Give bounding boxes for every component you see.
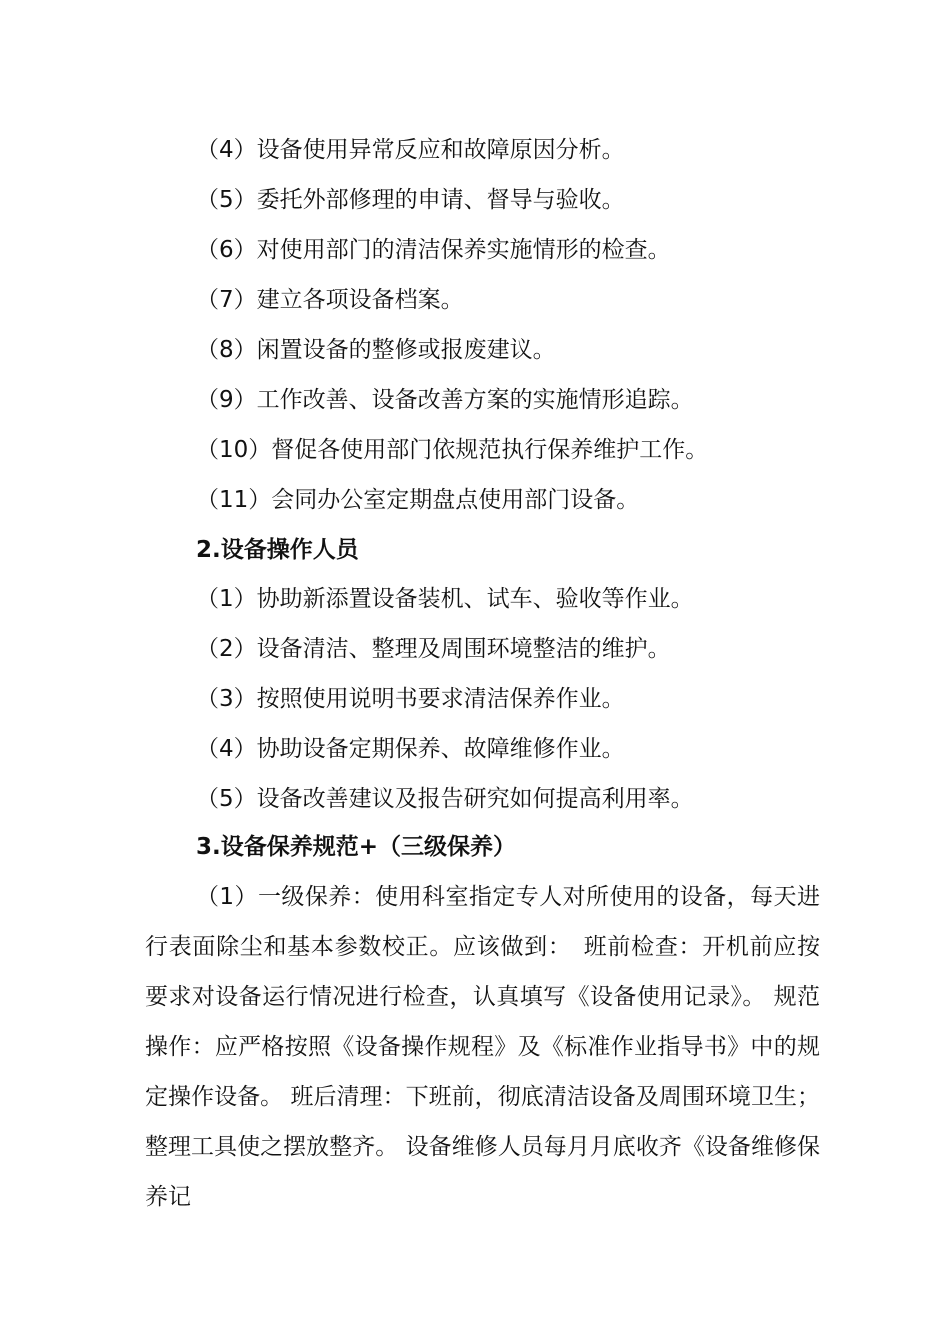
list-item: （5）设备改善建议及报告研究如何提高利用率。 bbox=[196, 786, 694, 812]
list-item: （4）设备使用异常反应和故障原因分析。 bbox=[196, 137, 625, 163]
list-item: （1）协助新添置设备装机、试车、验收等作业。 bbox=[196, 586, 694, 612]
list-item: （6）对使用部门的清洁保养实施情形的检查。 bbox=[196, 237, 671, 263]
body-paragraph: （1）一级保养：使用科室指定专人对所使用的设备，每天进行表面除尘和基本参数校正。应该做到： 班前检查：开机前应按要求对设备运行情况进行检查，认真填写《设备使用记录》。 规范操作：应严格按照《设备操作规程》及《标准作业指导书》中的规定操作设备。 班后清理：下班前，彻底清洁设备及周围环境卫生；整理工具使之摆放整齐。 设备维修人员每月月底收齐《设备维修保养记 bbox=[145, 884, 820, 1210]
section-heading: 2.设备操作人员 bbox=[196, 537, 359, 563]
list-item: （4）协助设备定期保养、故障维修作业。 bbox=[196, 736, 625, 762]
list-item: （3）按照使用说明书要求清洁保养作业。 bbox=[196, 686, 625, 712]
list-item: （9）工作改善、设备改善方案的实施情形追踪。 bbox=[196, 387, 694, 413]
list-item: （5）委托外部修理的申请、督导与验收。 bbox=[196, 187, 625, 213]
list-item: （11）会同办公室定期盘点使用部门设备。 bbox=[196, 487, 640, 513]
list-item: （7）建立各项设备档案。 bbox=[196, 287, 464, 313]
section-heading: 3.设备保养规范+（三级保养） bbox=[196, 834, 517, 860]
list-item: （10）督促各使用部门依规范执行保养维护工作。 bbox=[196, 437, 709, 463]
list-item: （2）设备清洁、整理及周围环境整洁的维护。 bbox=[196, 636, 671, 662]
list-item: （8）闲置设备的整修或报废建议。 bbox=[196, 337, 556, 363]
